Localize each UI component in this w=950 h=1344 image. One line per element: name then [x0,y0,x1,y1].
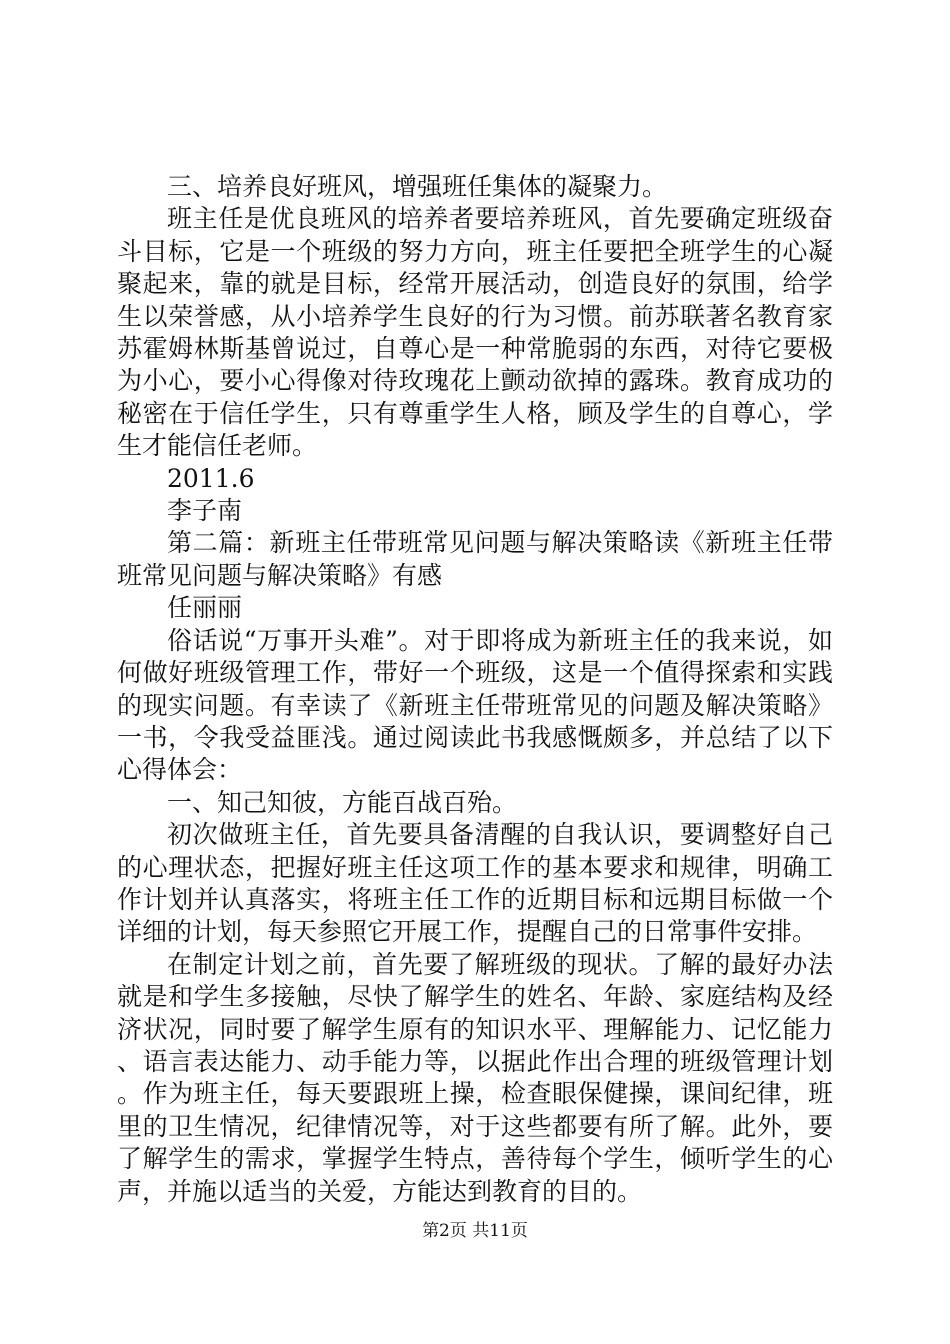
body-paragraph: 初次做班主任，首先要具备清醒的自我认识，要调整好自己的心理状态，把握好班主任这项工作的基本要求和规律，明确工作计划并认真落实，将班主任工作的近期目标和远期目标做一个详细的计划，每天参照它开展工作，提醒自己的日常事件安排。 [117,820,833,947]
body-paragraph: 俗话说“万事开头难”。对于即将成为新班主任的我来说，如何做好班级管理工作，带好一个班级，这是一个值得探索和实践的现实问题。有幸读了《新班主任带班常见的问题及解决策略》一书，令我受益匪浅。通过阅读此书我感慨颇多，并总结了以下心得体会： [117,625,833,785]
author-name: 李子南 [167,496,243,526]
article-title: 第二篇：新班主任带班常见问题与解决策略读《新班主任带班常见问题与解决策略》有感 [117,528,833,590]
author-name: 任丽丽 [167,593,243,623]
body-paragraph: 班主任是优良班风的培养者要培养班风，首先要确定班级奋斗目标，它是一个班级的努力方向，班主任要把全班学生的心凝聚起来，靠的就是目标，经常开展活动，创造良好的氛围，给学生以荣誉感，从小培养学生良好的行为习惯。前苏联著名教育家苏霍姆林斯基曾说过，自尊心是一种常脆弱的东西，对待它要极为小心，要小心得像对待玫瑰花上颤动欲掉的露珠。教育成功的秘密在于信任学生，只有尊重学生人格，顾及学生的自尊心，学生才能信任老师。 [117,204,833,461]
page-number-footer: 第2页 共11页 [422,1221,528,1241]
document-body [117,171,833,1208]
section-heading-3: 三、培养良好班风，增强班任集体的凝聚力。 [167,172,668,201]
section-heading-1: 一、知己知彼，方能百战百殆。 [167,787,518,817]
body-paragraph: 在制定计划之前，首先要了解班级的现状。了解的最好办法就是和学生多接触，尽快了解学生的姓名、年龄、家庭结构及经济状况，同时要了解学生原有的知识水平、理解能力、记忆能力、语言表达能力、动手能力等，以据此作出合理的班级管理计划。作为班主任，每天要跟班上操，检查眼保健操，课间纪律，班里的卫生情况，纪律情况等，对于这些都要有所了解。此外，要了解学生的需求，掌握学生特点，善待每个学生，倾听学生的心声，并施以适当的关爱，方能达到教育的目的。 [117,949,833,1206]
date-line: 2011.6 [167,463,255,493]
